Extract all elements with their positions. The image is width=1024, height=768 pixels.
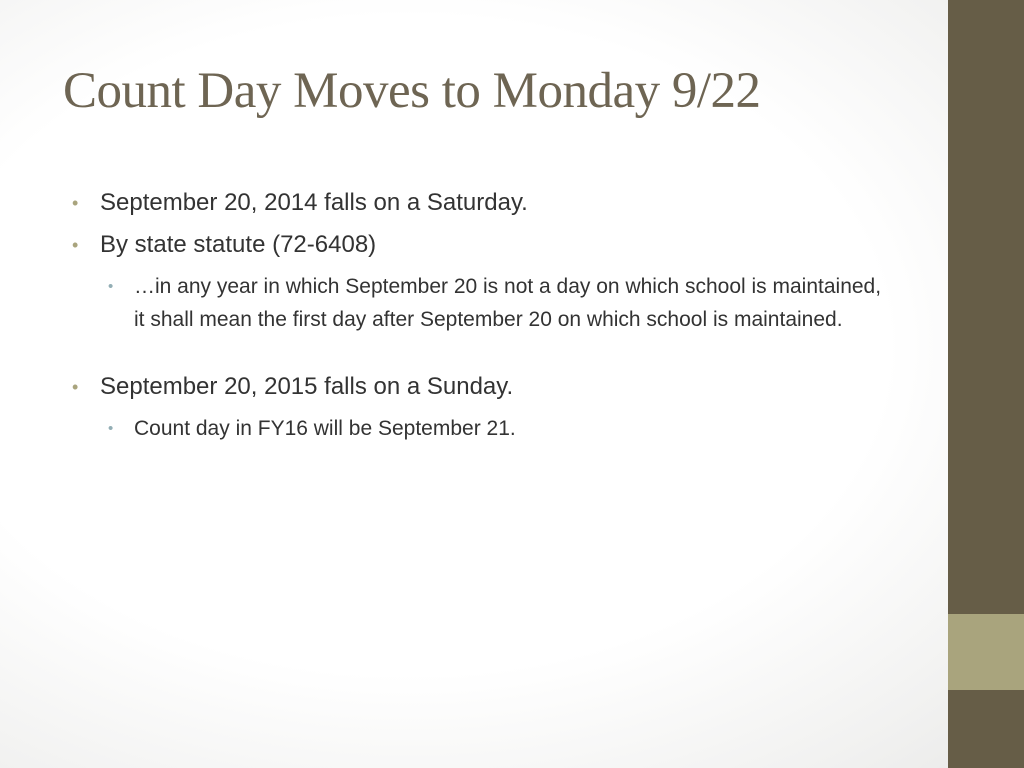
sidebar-decoration xyxy=(948,0,1024,768)
slide-title: Count Day Moves to Monday 9/22 xyxy=(63,63,761,119)
bullet-icon: • xyxy=(72,235,79,255)
bullet-item xyxy=(72,370,902,404)
bullet-text: By state statute (72-6408) xyxy=(100,231,377,258)
sub-bullet-item xyxy=(72,412,894,445)
sidebar-accent-block xyxy=(948,614,1024,690)
bullet-icon: • xyxy=(72,377,79,397)
bullet-item xyxy=(72,228,902,262)
spacer xyxy=(72,342,902,370)
sub-bullet-icon: • xyxy=(108,420,114,437)
bullet-icon: • xyxy=(72,193,79,213)
sub-bullet-text: Count day in FY16 will be September 21. xyxy=(134,417,516,440)
bullet-item xyxy=(72,186,902,220)
sub-bullet-text: …in any year in which September 20 is not a day on which school is maintained, it shall mean the first day after September 20 on which school is maintained. xyxy=(134,275,882,331)
bullet-text: September 20, 2015 falls on a Sunday. xyxy=(100,373,514,400)
bullet-text: September 20, 2014 falls on a Saturday. xyxy=(100,189,528,216)
slide-body xyxy=(72,186,902,451)
sub-bullet-icon: • xyxy=(108,278,114,295)
sub-bullet-item xyxy=(72,270,894,336)
